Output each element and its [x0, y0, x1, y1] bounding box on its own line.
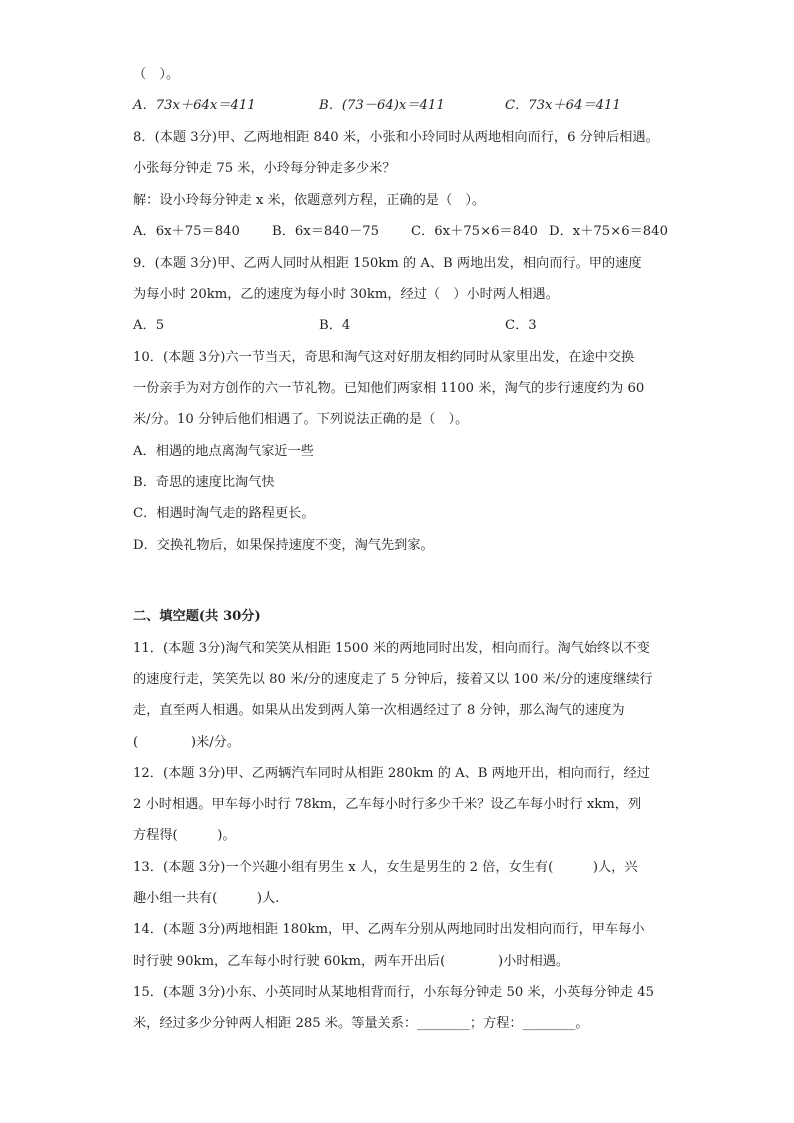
q9-option-b: B．4	[319, 318, 351, 333]
q15-line-2: 米，经过多少分钟两人相距 285 米。等量关系：________；方程：________。	[133, 1016, 589, 1031]
q13-line-1: 13．(本题 3分)一个兴趣小组有男生 x 人，女生是男生的 2 倍，女生有( )人，兴	[133, 860, 638, 875]
q15-line-1: 15．(本题 3分)小东、小英同时从某地相背而行，小东每分钟走 50 米，小英每分钟走 45	[133, 985, 654, 1000]
q12-line-2: 2 小时相遇。甲车每小时行 78km，乙车每小时行多少千米？设乙车每小时行 xkm，列	[133, 797, 642, 812]
q8-option-a: A．6x＋75＝840	[133, 224, 240, 239]
q9-option-a: A．5	[133, 318, 165, 333]
q7-option-b: B．(73－64)x＝411	[319, 98, 445, 113]
q10-option-d: D．交换礼物后，如果保持速度不变，淘气先到家。	[133, 538, 434, 553]
q10-line-1: 10．(本题 3分)六一节当天，奇思和淘气这对好朋友相约同时从家里出发，在途中交换	[133, 350, 635, 365]
q9-line-2: 为每小时 20km，乙的速度为每小时 30km，经过（ ）小时两人相遇。	[133, 287, 559, 302]
q11-line-1: 11．(本题 3分)淘气和笑笑从相距 1500 米的两地同时出发，相向而行。淘气始终以不变	[133, 641, 650, 656]
q8-option-c: C．6x＋75×6＝840	[411, 224, 538, 239]
q10-option-c: C．相遇时淘气走的路程更长。	[133, 506, 315, 521]
section-2-heading: 二、填空题(共 30分)	[133, 609, 261, 624]
q9-option-c: C．3	[505, 318, 537, 333]
q10-option-b: B．奇思的速度比淘气快	[133, 475, 275, 490]
q7-option-a: A．73x＋64x＝411	[133, 98, 256, 113]
q10-line-3: 米/分。10 分钟后他们相遇了。下列说法正确的是（ ）。	[133, 412, 469, 427]
q7-option-c: C．73x＋64＝411	[505, 98, 621, 113]
q11-line-2: 的速度行走，笑笑先以 80 米/分的速度走了 5 分钟后，接着又以 100 米/分的速度继续行	[133, 672, 653, 687]
q7-tail: （ ）。	[133, 67, 180, 82]
q11-line-3: 走，直至两人相遇。如果从出发到两人第一次相遇经过了 8 分钟，那么淘气的速度为	[133, 703, 625, 718]
q8-line-1: 8．(本题 3分)甲、乙两地相距 840 米，小张和小玲同时从两地相向而行，6 分钟后相遇。	[133, 130, 659, 145]
q14-line-2: 时行驶 90km，乙车每小时行驶 60km，两车开出后( )小时相遇。	[133, 954, 570, 969]
q13-line-2: 趣小组一共有( )人.	[133, 891, 280, 906]
q8-line-3: 解：设小玲每分钟走 x 米，依题意列方程，正确的是（ ）。	[133, 193, 486, 208]
q8-option-b: B．6x＝840－75	[272, 224, 380, 239]
q12-line-1: 12．(本题 3分)甲、乙两辆汽车同时从相距 280km 的 A、B 两地开出，相向而行，经过	[133, 766, 650, 781]
q9-line-1: 9．(本题 3分)甲、乙两人同时从相距 150km 的 A、B 两地出发，相向而行。甲的速度	[133, 256, 642, 271]
q8-line-2: 小张每分钟走 75 米，小玲每分钟走多少米？	[133, 161, 396, 176]
q14-line-1: 14．(本题 3分)两地相距 180km，甲、乙两车分别从两地同时出发相向而行，甲车每小	[133, 922, 645, 937]
q10-line-2: 一份亲手为对方创作的六一节礼物。已知他们两家相 1100 米，淘气的步行速度约为 60	[133, 381, 645, 396]
q8-option-d: D．x＋75×6＝840	[549, 224, 668, 239]
q11-line-4: ( )米/分。	[133, 735, 241, 750]
q10-option-a: A．相遇的地点离淘气家近一些	[133, 444, 314, 459]
q12-line-3: 方程得( )。	[133, 828, 236, 843]
